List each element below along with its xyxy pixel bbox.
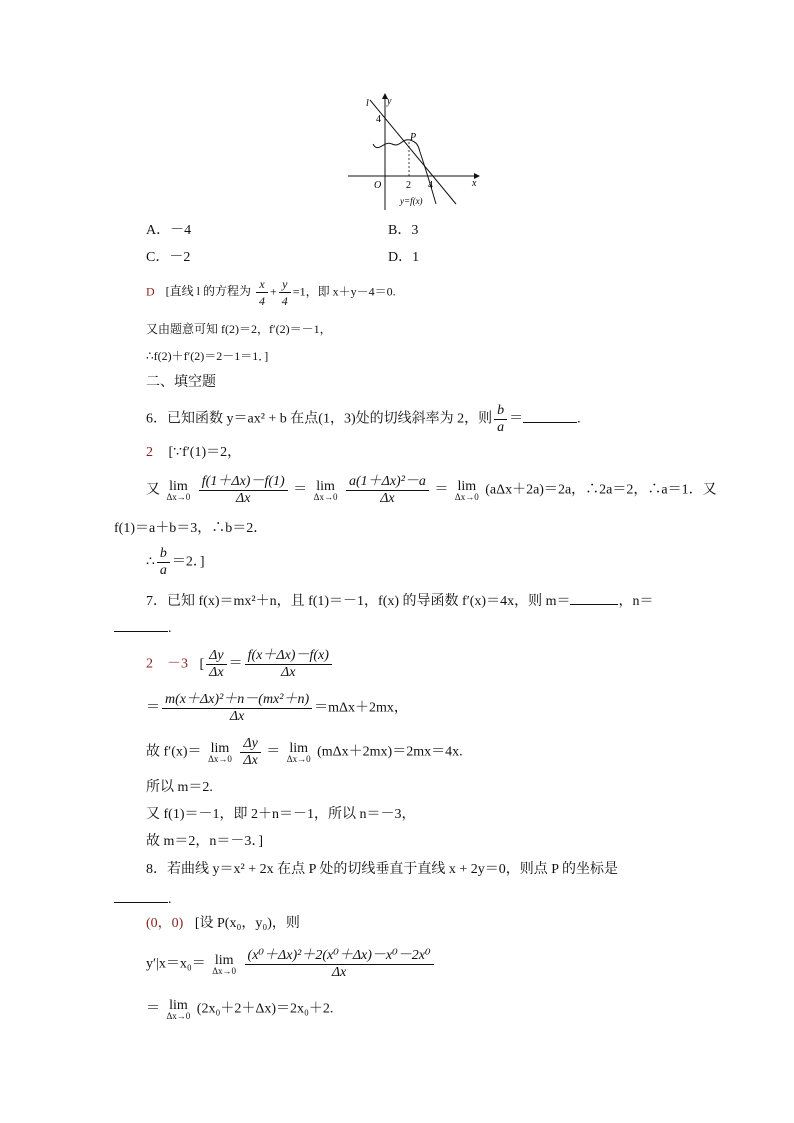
limit-symbol: lim Δx→0 — [212, 953, 237, 976]
q5-answer: D — [146, 284, 155, 299]
q5-text: [直线 l 的方程为 — [165, 284, 252, 299]
q7-solution-line4: 所以 m＝2. — [146, 780, 213, 795]
q8-stem-cont: . — [114, 888, 172, 909]
answer-blank-n[interactable] — [114, 617, 168, 632]
fraction: $\frac{b}{a}$ — [494, 403, 507, 436]
option-a: A．－4 — [146, 223, 192, 238]
q7-answer: 2 －3 — [146, 656, 188, 672]
fraction: $\frac{\Delta y}{\Delta x}$ — [206, 648, 226, 681]
q8-answer: (0，0) — [146, 916, 184, 931]
q6-solution-line1: 2 [∵f′(1)＝2， — [146, 445, 242, 460]
option-b: B．3 — [388, 223, 419, 238]
q6-stem: 6．已知函数 y＝ax² + b 在点(1，3)处的切线斜率为 2，则 $\frac{b}{a}$ ＝ . — [146, 403, 581, 435]
q7-stem: 7．已知 f(x)＝mx²＋n，且 f(1)＝－1，f(x) 的导函数 f′(x)＝4x，则 m＝ ，n＝ — [146, 590, 653, 611]
limit-symbol: lim Δx→0 — [166, 998, 191, 1021]
answer-blank[interactable] — [523, 408, 577, 423]
q6-solution-line2: 又 lim Δx→0 $\frac{f(1+\Delta x)-f(1)}{\Delta x}$ ＝ lim Δx→0 $\frac{\text{a(1＋Δx)²－a}}{\Delta x}$ ＝ lim Δx→0 (aΔx＋2a)＝2a，∴2a＝2，∴a＝1．又 — [146, 474, 717, 506]
limit-symbol: lim Δx→0 — [166, 479, 191, 502]
fraction: $\frac{b}{a}$ — [157, 546, 170, 579]
q8-solution-line1: (0，0) [设 P(x₀，y₀)，则 — [146, 916, 300, 931]
option-c: C．－2 — [146, 250, 191, 265]
tick-x2: 2 — [406, 180, 411, 191]
label-l: l — [366, 98, 369, 109]
label-origin: O — [374, 180, 382, 191]
label-x: x — [472, 178, 477, 189]
curve-f — [373, 140, 436, 204]
limit-symbol: lim Δx→0 — [286, 741, 311, 764]
option-d: D．1 — [388, 250, 420, 265]
q6-solution-line4: ∴ $\frac{b}{a}$ ＝2．] — [146, 546, 205, 578]
answer-blank-m[interactable] — [570, 590, 618, 605]
q5-solution-line1: D [直线 l 的方程为 $\frac{x}{4}$ + $\frac{y}{4}$ =1，即 x＋y－4＝0. — [146, 277, 396, 308]
fraction: $\frac{\text{m(x＋Δx)²＋n－(mx²＋n)}}{\Delta x}$ — [162, 692, 312, 725]
label-p: P — [410, 132, 417, 143]
limit-symbol: lim Δx→0 — [208, 741, 232, 764]
fraction: $\frac{\Delta y}{\Delta x}$ — [240, 736, 260, 769]
fraction: $\frac{\text{a(1＋Δx)²－a}}{\Delta x}$ — [346, 474, 429, 507]
function-graph-figure — [340, 92, 490, 214]
q7-solution-line1: 2 －3 [ $\frac{\Delta y}{\Delta x}$ ＝ $\frac{f(x+\Delta x)-f(x)}{\Delta x}$ — [146, 648, 334, 681]
q8-stem: 8．若曲线 y＝x² + 2x 在点 P 处的切线垂直于直线 x + 2y＝0，则点 P 的坐标是 — [146, 862, 619, 877]
answer-blank[interactable] — [114, 888, 168, 903]
fraction: $\frac{y}{4}$ — [279, 276, 291, 309]
fraction: $\frac{\text{(x⁰＋Δx)²＋2(x⁰＋Δx)－x⁰－2x⁰}}{\Delta x}$ — [245, 948, 434, 981]
q7-stem-cont: . — [114, 617, 172, 638]
section-heading: 二、填空题 — [146, 375, 216, 390]
fraction: $\frac{f(x+\Delta x)-f(x)}{\Delta x}$ — [245, 648, 332, 681]
q7-solution-line5: 又 f(1)＝－1，即 2＋n＝－1，所以 n＝－3， — [146, 807, 416, 822]
fraction: $\frac{x}{4}$ — [256, 276, 268, 309]
q6-solution-line3: f(1)＝a＋b＝3，∴b＝2． — [114, 521, 268, 536]
q7-solution-line6: 故 m＝2，n＝－3．] — [146, 834, 264, 849]
limit-symbol: lim Δx→0 — [454, 479, 479, 502]
fraction: $\frac{f(1+\Delta x)-f(1)}{\Delta x}$ — [199, 474, 288, 507]
tangent-line-l — [370, 100, 456, 204]
tick-y4: 4 — [376, 114, 381, 125]
q8-solution-line2: y′|x＝x₀＝ lim Δx→0 $\frac{\text{(x⁰＋Δx)²＋2(x⁰＋Δx)－x⁰－2x⁰}}{\Delta x}$ — [146, 948, 436, 981]
tick-x4: 4 — [428, 180, 433, 191]
curve-label: y=f(x) — [400, 196, 423, 206]
label-y: y — [387, 96, 392, 107]
q5-text: =1，即 x＋y－4＝0. — [292, 284, 396, 299]
q7-solution-line2: ＝ $\frac{\text{m(x＋Δx)²＋n－(mx²＋n)}}{\Delta x}$ ＝mΔx＋2mx， — [146, 692, 408, 724]
q6-answer: 2 — [146, 445, 153, 460]
q5-solution-line3: ∴f(2)＋f′(2)＝2－1＝1．] — [146, 349, 269, 363]
limit-symbol: lim Δx→0 — [313, 479, 338, 502]
q8-solution-line3: ＝ lim Δx→0 (2x₀＋2＋Δx)＝2x₀＋2. — [146, 998, 334, 1021]
q5-solution-line2: 又由题意可知 f(2)＝2，f′(2)＝－1， — [146, 322, 332, 336]
q7-solution-line3: 故 f′(x)＝ lim Δx→0 $\frac{\Delta y}{\Delta x}$ ＝ lim Δx→0 (mΔx＋2mx)＝2mx＝4x. — [146, 736, 463, 768]
